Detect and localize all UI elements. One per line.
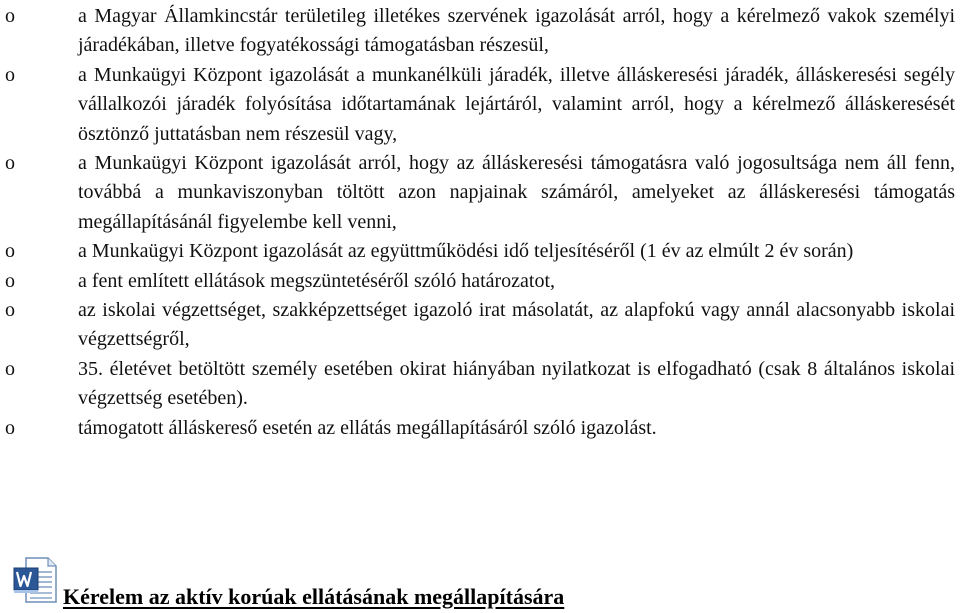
bullet-marker: o [5, 416, 15, 439]
list-item-text: a Magyar Államkincstár területileg illetékes szervének igazolását arról, hogy a kérelmező vakok személyi járadékában, illetve fogyatékossági támogatásban részesül, [78, 5, 955, 57]
attachment-title-link[interactable]: Kérelem az aktív korúak ellátásának megállapítására [63, 584, 565, 609]
list-item-text: a Munkaügyi Központ igazolását a munkanélküli járadék, illetve álláskeresési járadék, álláskeresési segély vállalkozói járadék folyósítása időtartamának lejártáról, valamint arról, hogy a kérelmező álláskeresését ösztönző juttatásban nem részesül vagy, [78, 63, 955, 145]
list-item [0, 414, 960, 443]
bullet-marker: o [5, 240, 15, 263]
bullet-marker: o [5, 63, 15, 86]
list-item [0, 355, 960, 414]
list-item [0, 149, 960, 237]
bullet-marker: o [5, 269, 15, 292]
required-documents-list [0, 2, 960, 443]
list-item [0, 61, 960, 149]
list-item-text: az iskolai végzettséget, szakképzettséget igazoló irat másolatát, az alapfokú vagy annál alacsonyabb iskolai végzettségről, [78, 299, 955, 351]
bullet-marker: o [5, 299, 15, 322]
bullet-marker: o [5, 357, 15, 380]
list-item [0, 267, 960, 296]
list-item-text: a Munkaügyi Központ igazolását az együttműködési idő teljesítéséről (1 év az elmúlt 2 év során) [78, 240, 854, 263]
attachment-link[interactable] [8, 556, 958, 613]
bullet-marker: o [5, 152, 15, 175]
word-document-icon[interactable] [12, 556, 58, 606]
list-item [0, 2, 960, 61]
list-item-text: 35. életévet betöltött személy esetében okirat hiányában nyilatkozat is elfogadható (csak 8 általános iskolai végzettség esetében). [78, 357, 955, 410]
list-item-text: a fent említett ellátások megszüntetéséről szóló határozatot, [78, 269, 556, 292]
list-item [0, 237, 960, 266]
bullet-marker: o [5, 5, 15, 27]
list-item [0, 296, 960, 355]
document-body [0, 2, 960, 443]
list-item-text: a Munkaügyi Központ igazolását arról, hogy az álláskeresési támogatásra való jogosultsága nem áll fenn, továbbá a munkaviszonyban töltött azon napjainak számáról, amelyeket az álláskeresési támogatás megállapításánál figyelembe kell venni, [78, 152, 955, 233]
list-item-text: támogatott álláskereső esetén az ellátás megállapításáról szóló igazolást. [78, 416, 657, 439]
